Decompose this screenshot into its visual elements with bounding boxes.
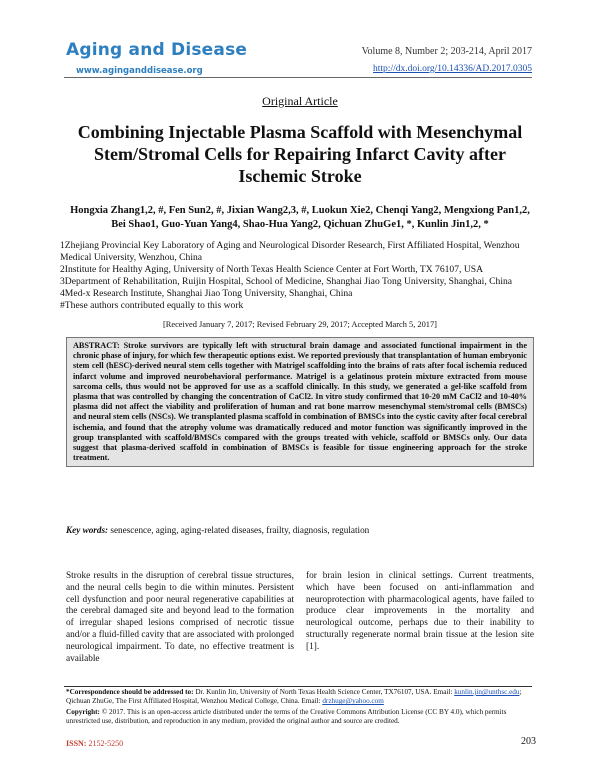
keywords-label: Key words:: [66, 525, 109, 535]
correspondence-note: [66, 688, 536, 707]
footer-divider: [64, 686, 532, 687]
issue-info: Volume 8, Number 2; 203-214, April 2017: [361, 46, 532, 57]
body-column-left: Stroke results in the disruption of cerebral tissue structures, and the neural cells begin to die within minutes. Persistent cell dysfunction and poor neural regenerative capabilities at the cerebral damaged site and beyond lead to the formation of irregular shaped lesions comprised of necrotic tissue and/or a fluid-filled cavity that are associated with prolonged neurological impairment. To date, no effective treatment is available: [66, 571, 294, 664]
affiliations: [60, 240, 540, 312]
author-list: Hongxia Zhang1,2, #, Fen Sun2, #, Jixian Wang2,3, #, Luokun Xie2, Chenqi Yang2, Mengxiong Pan1,2, Bei Shao1, Guo-Yuan Yang4, Shao-Hua Yang2, Qichuan ZhuGe1, *, Kunlin Jin1,2, *: [70, 205, 530, 230]
correspondence-label: *Correspondence should be addressed to:: [66, 688, 194, 696]
header-divider: [64, 77, 532, 78]
affiliation-1: 1Zhejiang Provincial Key Laboratory of Aging and Neurological Disorder Research, First Affiliated Hospital, Wenzhou Medical University, Wenzhou, China: [60, 240, 520, 263]
issn-label: ISSN:: [66, 739, 87, 748]
issn-value: 2152-5250: [86, 739, 124, 748]
copyright-note: [66, 708, 536, 727]
copyright-label: Copyright:: [66, 708, 100, 716]
copyright-text: © 2017. This is an open-access article distributed under the terms of the Creative Commons Attribution License (CC BY 4.0), which permits unrestricted use, distribution, and reproduction in any medium, provided the original author and source are credited.: [66, 708, 507, 726]
affiliation-2: 2Institute for Healthy Aging, University of North Texas Health Science Center at Fort Worth, TX 76107, USA: [60, 264, 484, 275]
email-link-jin[interactable]: kunlin.jin@unthsc.edu: [454, 688, 520, 696]
keywords-text: senescence, aging, aging-related diseases, frailty, diagnosis, regulation: [110, 525, 370, 535]
journal-title: Aging and Disease: [66, 40, 248, 60]
keywords: [66, 525, 534, 535]
journal-website[interactable]: www.aginganddisease.org: [76, 66, 203, 76]
affiliation-4: 4Med-x Research Institute, Shanghai Jiao Tong University, Shanghai, China: [60, 288, 353, 299]
body-column-right: for brain lesion in clinical settings. Current treatments, which have been focused on anti-inflammation and neuroprotection with pharmacological agents, have failed to produce clear improvements in the mortality and neurological outcome, perhaps due to their inability to structurally regenerate normal brain tissue at the lesion site [1].: [306, 571, 534, 652]
received-dates: [Received January 7, 2017; Revised February 29, 2017; Accepted March 5, 2017]: [163, 320, 437, 329]
correspondence-text-2: ; Qichuan ZhuGe, The First Affiliated Hospital, Wenzhou Medical College, China. Email:: [66, 688, 522, 706]
doi-link[interactable]: http://dx.doi.org/10.14336/AD.2017.0305: [373, 64, 532, 74]
affiliation-3: 3Department of Rehabilitation, Ruijin Hospital, School of Medicine, Shanghai Jiao Tong University, Shanghai, China: [60, 276, 513, 287]
issn: [66, 739, 123, 748]
correspondence-text-1: Dr. Kunlin Jin, University of North Texas Health Science Center, TX76107, USA. Email:: [193, 688, 455, 696]
page-number: 203: [521, 736, 536, 747]
article-type: Original Article: [262, 94, 338, 108]
equal-contribution-note: #These authors contributed equally to this work: [60, 300, 244, 311]
email-link-zhuge[interactable]: drzhuge@yahoo.com: [322, 697, 384, 706]
paper-title: Combining Injectable Plasma Scaffold with Mesenchymal Stem/Stromal Cells for Repairing Infarct Cavity after Ischemic Stroke: [77, 122, 523, 186]
abstract-box: ABSTRACT: Stroke survivors are typically left with structural brain damage and associated functional impairment in the chronic phase of injury, for which few therapeutic options exist. We reported previously that transplantation of human embryonic stem cell (hESC)-derived neural stem cells together with Matrigel scaffolding into the brains of rats after focal ischemia reduced infarct volume and improved neurobehavioral performance. Matrigel is a gelatinous protein mixture extracted from mouse sarcoma cells, thus would not be approved for use as a scaffold clinically. In this study, we generated a gel-like scaffold from plasma that was controlled by changing the concentration of CaCl2. In vitro study confirmed that 10-20 mM CaCl2 and 10-40% plasma did not affect the viability and proliferation of human and rat bone marrow mesenchymal stem/stromal cells (BMSCs) and neural stem cells (NSCs). We transplanted plasma scaffold in combination of BMSCs into the cystic cavity after focal cerebral ischemia, and found that the atrophy volume was dramatically reduced and motor function was significantly improved in the group transplanted with scaffold/BMSCs compared with the groups treated with vehicle, scaffold or BMSCs only. Our data suggest that plasma-derived scaffold in combination of BMSCs is feasible for tissue engineering approach for the stroke treatment.: [66, 337, 534, 467]
